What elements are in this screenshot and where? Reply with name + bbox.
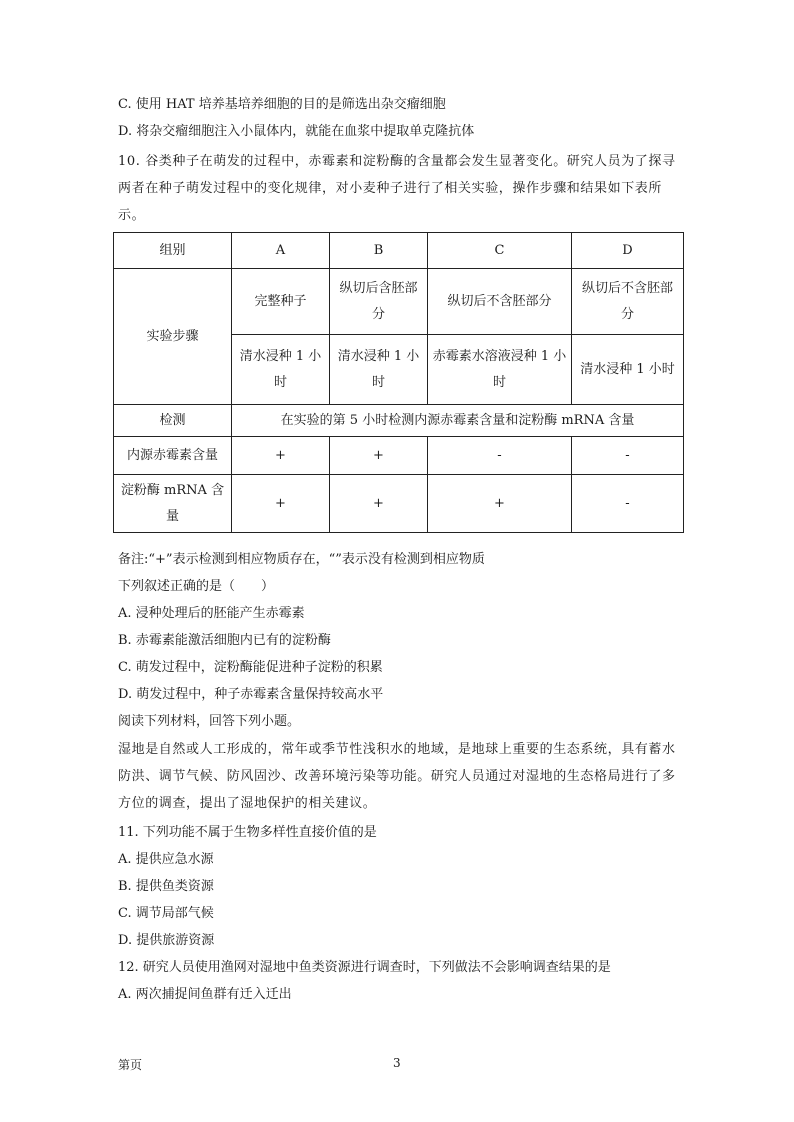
q10-option-d: D. 萌发过程中，种子赤霉素含量保持较高水平 <box>118 687 384 702</box>
reading-material: 湿地是自然或人工形成的，常年或季节性浅积水的地域，是地球上重要的生态系统，具有蓄水防洪、调节气候、防风固沙、改善环境污染等功能。研究人员通过对湿地的生态格局进行了多方位的调查，提出了湿地保护的相关建议。 <box>118 742 676 811</box>
q11-option-b: B. 提供鱼类资源 <box>118 879 214 894</box>
table-header-row <box>114 233 684 269</box>
q11-option-c: C. 调节局部气候 <box>118 906 214 921</box>
header-cell: A <box>232 233 330 269</box>
table-cell: + <box>428 475 572 533</box>
option-d: D. 将杂交瘤细胞注入小鼠体内，就能在血浆中提取单克隆抗体 <box>118 124 475 139</box>
table-cell: + <box>330 475 428 533</box>
header-cell: B <box>330 233 428 269</box>
table-cell: 纵切后不含胚部分 <box>572 269 684 335</box>
experiment-table <box>113 232 684 533</box>
table-cell: 清水浸种 1 小时 <box>330 335 428 405</box>
q10-option-c: C. 萌发过程中，淀粉酶能促进种子淀粉的积累 <box>118 660 383 675</box>
question-11-stem: 11. 下列功能不属于生物多样性直接价值的是 <box>118 825 377 840</box>
table-row <box>114 269 684 335</box>
header-cell: D <box>572 233 684 269</box>
table-cell: + <box>232 475 330 533</box>
option-c: C. 使用 HAT 培养基培养细胞的目的是筛选出杂交瘤细胞 <box>118 97 446 112</box>
header-cell: 组别 <box>114 233 232 269</box>
table-row <box>114 437 684 475</box>
table-row <box>114 475 684 533</box>
row-label: 淀粉酶 mRNA 含量 <box>114 475 232 533</box>
table-cell: 清水浸种 1 小时 <box>572 335 684 405</box>
table-cell: - <box>428 437 572 475</box>
table-cell: - <box>572 437 684 475</box>
table-cell: 赤霉素水溶液浸种 1 小时 <box>428 335 572 405</box>
question-10-stem: 10. 谷类种子在萌发的过程中，赤霉素和淀粉酶的含量都会发生显著变化。研究人员为了探寻两者在种子萌发过程中的变化规律，对小麦种子进行了相关实验，操作步骤和结果如下表所示。 <box>118 154 676 223</box>
table-cell: 在实验的第 5 小时检测内源赤霉素含量和淀粉酶 mRNA 含量 <box>232 405 684 437</box>
row-label: 实验步骤 <box>114 269 232 405</box>
table-cell: 完整种子 <box>232 269 330 335</box>
table-cell: 纵切后不含胚部分 <box>428 269 572 335</box>
header-cell: C <box>428 233 572 269</box>
table-note: 备注:“+”表示检测到相应物质存在，“”表示没有检测到相应物质 <box>118 552 485 567</box>
table-cell: + <box>330 437 428 475</box>
table-cell: 清水浸种 1 小时 <box>232 335 330 405</box>
question-12-stem: 12. 研究人员使用渔网对湿地中鱼类资源进行调查时，下列做法不会影响调查结果的是 <box>118 960 611 975</box>
q11-option-a: A. 提供应急水源 <box>118 852 214 867</box>
q12-option-a: A. 两次捕捉间鱼群有迁入迁出 <box>118 987 292 1002</box>
reading-intro: 阅读下列材料，回答下列小题。 <box>118 714 301 729</box>
q11-option-d: D. 提供旅游资源 <box>118 933 215 948</box>
footer-page-number: 3 <box>393 1056 401 1070</box>
q10-option-b: B. 赤霉素能激活细胞内已有的淀粉酶 <box>118 633 331 648</box>
row-label: 内源赤霉素含量 <box>114 437 232 475</box>
table-cell: 纵切后含胚部分 <box>330 269 428 335</box>
question-10-ask: 下列叙述正确的是（ ） <box>118 579 275 594</box>
footer-page-label: 第页 <box>118 1058 143 1072</box>
row-label: 检测 <box>114 405 232 437</box>
table-cell: + <box>232 437 330 475</box>
q10-option-a: A. 浸种处理后的胚能产生赤霉素 <box>118 606 305 621</box>
table-row <box>114 405 684 437</box>
table-cell: - <box>572 475 684 533</box>
